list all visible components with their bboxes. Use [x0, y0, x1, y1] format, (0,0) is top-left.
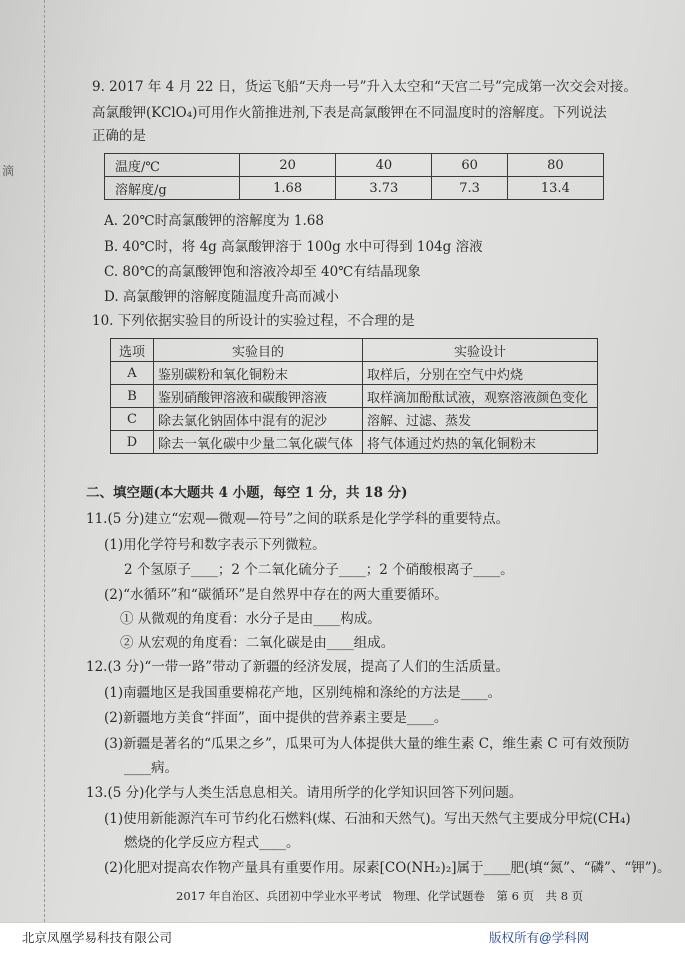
q9-option-a: A. 20℃时高氯酸钾的溶解度为 1.68 — [104, 213, 324, 229]
q9-option-b: B. 40℃时，将 4g 高氯酸钾溶于 100g 水中可得到 104g 溶液 — [104, 239, 483, 255]
table-cell: 溶解度/g — [105, 177, 240, 200]
table-row — [111, 339, 598, 362]
q11-part1: (1)用化学符号和数字表示下列微粒。 — [104, 537, 326, 553]
binding-margin-line — [44, 0, 46, 922]
table-cell: D — [111, 431, 154, 454]
q11-part2-b: ② 从宏观的角度看：二氧化碳是由____组成。 — [120, 635, 395, 651]
margin-char: 滴 — [2, 164, 15, 178]
table-header: 选项 — [111, 339, 154, 362]
table-cell: 鉴别硝酸钾溶液和碳酸钾溶液 — [154, 385, 363, 408]
q12-part2: (2)新疆地方美食“拌面”，面中提供的营养素主要是____。 — [104, 710, 448, 726]
section-heading: 二、填空题(本大题共 4 小题，每空 1 分，共 18 分) — [86, 485, 408, 501]
table-cell: 60 — [432, 154, 507, 177]
q13-part2: (2)化肥对提高农作物产量具有重要作用。尿素[CO(NH₂)₂]属于____肥(填“氮”、“磷”、“钾”)。 — [104, 860, 671, 876]
table-row — [111, 431, 598, 454]
table-cell: 将气体通过灼热的氧化铜粉末 — [363, 431, 598, 454]
table-cell: 溶解、过滤、蒸发 — [363, 408, 598, 431]
table-cell: 取样滴加酚酞试液，观察溶液颜色变化 — [363, 385, 598, 408]
q13-stem: 13.(5 分)化学与人类生活息息相关。请用所学的化学知识回答下列问题。 — [86, 785, 523, 801]
table-row — [111, 385, 598, 408]
table-row — [111, 362, 598, 385]
experiment-table — [110, 338, 598, 454]
q13-part1: (1)使用新能源汽车可节约化石燃料(煤、石油和天然气)。写出天然气主要成分甲烷(CH₄) — [104, 811, 631, 827]
table-header: 实验目的 — [154, 339, 363, 362]
table-cell: A — [111, 362, 154, 385]
table-cell: B — [111, 385, 154, 408]
q12-part1: (1)南疆地区是我国重要棉花产地，区别纯棉和涤纶的方法是____。 — [104, 685, 502, 701]
copyright-link[interactable]: 版权所有@学科网 — [489, 931, 590, 945]
q9-line2: 高氯酸钾(KClO₄)可用作火箭推进剂,下表是高氯酸钾在不同温度时的溶解度。下列说法 — [92, 105, 607, 121]
q9-option-d: D. 高氯酸钾的溶解度随温度升高而减小 — [104, 289, 339, 305]
table-cell: 40 — [336, 154, 432, 177]
table-cell: 1.68 — [240, 177, 336, 200]
page-footer: 2017 年自治区、兵团初中学业水平考试 物理、化学试题卷 第 6 页 共 8 页 — [176, 889, 584, 903]
q11-stem: 11.(5 分)建立“宏观—微观—符号”之间的联系是化学学科的重要特点。 — [86, 511, 510, 527]
q12-part3: (3)新疆是著名的“瓜果之乡”，瓜果可为人体提供大量的维生素 C，维生素 C 可有效预防 — [104, 736, 630, 752]
q11-part2-a: ① 从微观的角度看：水分子是由____构成。 — [120, 611, 381, 627]
q11-part1-blanks: 2 个氢原子____；2 个二氧化硫分子____；2 个硝酸根离子____。 — [124, 562, 514, 578]
solubility-table — [104, 153, 604, 200]
table-cell: C — [111, 408, 154, 431]
table-cell: 鉴别碳粉和氧化铜粉末 — [154, 362, 363, 385]
company-name: 北京凤凰学易科技有限公司 — [22, 931, 173, 945]
table-cell: 取样后，分别在空气中灼烧 — [363, 362, 598, 385]
table-cell: 除去一氧化碳中少量二氧化碳气体 — [154, 431, 363, 454]
q9-line1: 9. 2017 年 4 月 22 日，货运飞船“天舟一号”升入太空和“天宫二号”完成第一次交会对接。 — [92, 79, 637, 95]
q13-part1-cont: 燃烧的化学反应方程式____。 — [124, 835, 300, 851]
table-row — [105, 177, 604, 200]
table-header: 实验设计 — [363, 339, 598, 362]
table-row — [111, 408, 598, 431]
table-row — [105, 154, 604, 177]
q10-stem: 10. 下列依据实验目的所设计的实验过程，不合理的是 — [92, 313, 415, 329]
q11-part2: (2)“水循环”和“碳循环”是自然界中存在的两大重要循环。 — [104, 587, 448, 603]
table-cell: 13.4 — [507, 177, 603, 200]
table-cell: 20 — [240, 154, 336, 177]
q12-part3-cont: ____病。 — [124, 760, 178, 776]
table-cell: 7.3 — [432, 177, 507, 200]
q9-line3: 正确的是 — [92, 128, 146, 144]
table-cell: 80 — [507, 154, 603, 177]
table-cell: 温度/℃ — [105, 154, 240, 177]
table-cell: 除去氯化钠固体中混有的泥沙 — [154, 408, 363, 431]
table-cell: 3.73 — [336, 177, 432, 200]
q12-stem: 12.(3 分)“一带一路”带动了新疆的经济发展，提高了人们的生活质量。 — [86, 659, 510, 675]
q9-option-c: C. 80℃的高氯酸钾饱和溶液冷却至 40℃有结晶现象 — [104, 264, 421, 280]
